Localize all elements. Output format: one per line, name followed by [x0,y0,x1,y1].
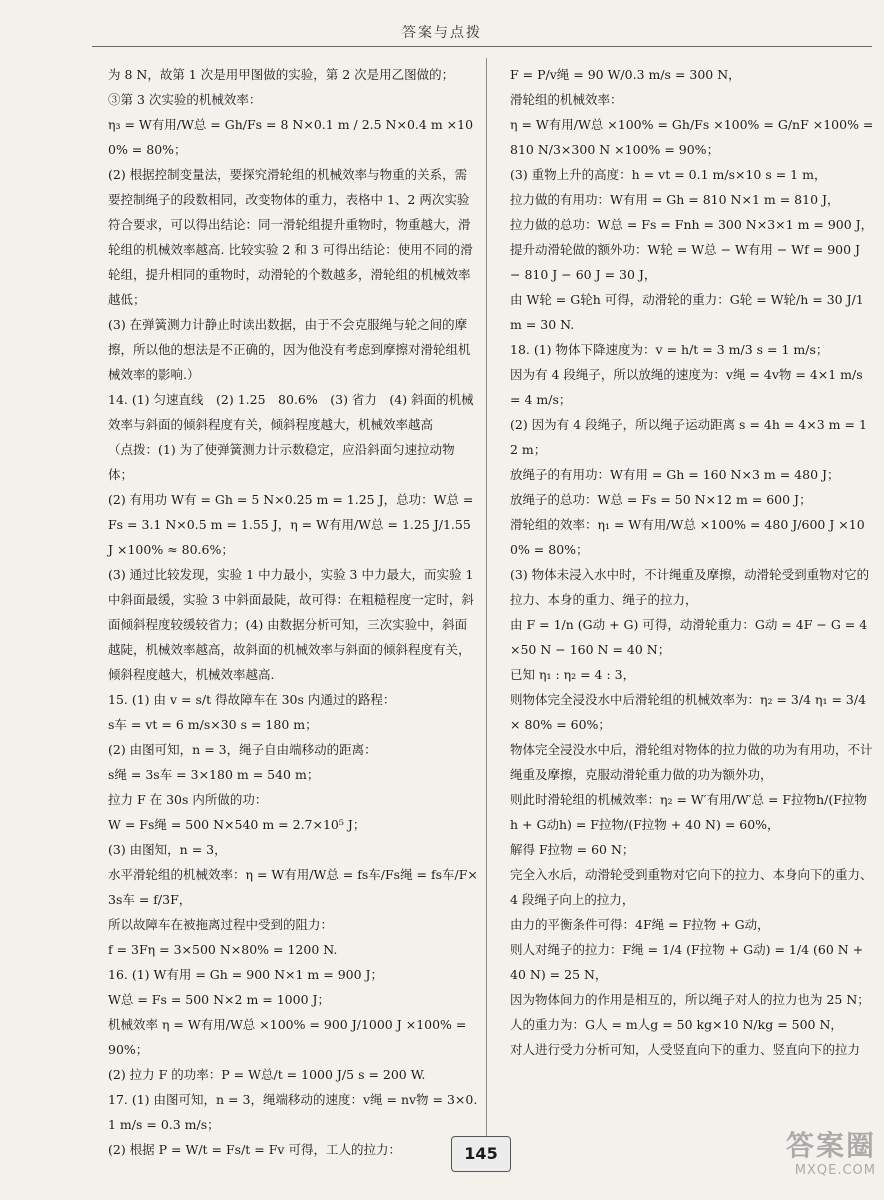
left-column-paragraph: s绳 = 3s车 = 3×180 m = 540 m； [108,767,320,782]
right-column-paragraph: 则人对绳子的拉力：F绳 = 1/4 (F拉物 + G动) = 1/4 (60 N + 40 N) = 25 N， [510,942,864,982]
right-column-paragraph: 拉力做的有用功：W有用 = Gh = 810 N×1 m = 810 J， [510,192,840,207]
watermark-main-text: 答案圈 [785,1129,876,1162]
right-column-paragraph: 拉力做的总功：W总 = Fs = Fnh = 300 N×3×1 m = 900 J， [510,217,874,232]
left-column-paragraph: η₃ = W有用/W总 = Gh/Fs = 8 N×0.1 m / 2.5 N×0.4 m ×100% = 80%； [108,117,474,157]
right-column-paragraph: 18. (1) 物体下降速度为：v = h/t = 3 m/3 s = 1 m/s； [510,342,829,357]
right-column-paragraph: 提升动滑轮做的额外功：W轮 = W总 − W有用 − Wf = 900 J − 810 J − 60 J = 30 J， [510,242,861,282]
left-column-paragraph: 15. (1) 由 v = s/t 得故障车在 30s 内通过的路程： [108,692,396,707]
left-column-paragraph: 机械效率 η = W有用/W总 ×100% = 900 J/1000 J ×100% = 90%； [108,1017,467,1057]
right-column-paragraph: (3) 物体未浸入水中时，不计绳重及摩擦，动滑轮受到重物对它的拉力、本身的重力、绳子的拉力， [510,567,870,607]
left-column-paragraph: 所以故障车在被拖离过程中受到的阻力： [108,917,334,932]
right-column-paragraph: 完全入水后，动滑轮受到重物对它向下的拉力、本身向下的重力、4 段绳子向上的拉力， [510,867,873,907]
right-column-paragraph: 则此时滑轮组的机械效率：η₂ = W′有用/W′总 = F拉物h/(F拉物h + G动h) = F拉物/(F拉物 + 40 N) = 60%， [510,792,867,832]
right-column [510,62,874,1062]
left-column-paragraph: (2) 根据控制变量法，要探究滑轮组的机械效率与物重的关系，需要控制绳子的段数相同，改变物体的重力，表格中 1、2 两次实验符合要求，可以得出结论：同一滑轮组提升重物时，物重越大，滑轮组的机械效率越高. 比较实验 2 和 3 可得出结论：使用不同的滑轮组，提升相同的重物时，动滑轮的个数越多，滑轮组的机械效率越低； [108,167,473,307]
right-column-paragraph: 由 F = 1/n (G动 + G) 可得，动滑轮重力：G动 = 4F − G = 4×50 N − 160 N = 40 N； [510,617,868,657]
left-column-paragraph: 17. (1) 由图可知，n = 3，绳端移动的速度：v绳 = nv物 = 3×0.1 m/s = 0.3 m/s； [108,1092,478,1132]
page-header-title: 答案与点拨 [402,25,482,41]
right-column-paragraph: 人的重力为：G人 = m人g = 50 kg×10 N/kg = 500 N， [510,1017,843,1032]
left-column-paragraph: (2) 根据 P = W/t = Fs/t = Fv 可得，工人的拉力： [108,1142,401,1157]
column-divider [486,58,487,1153]
right-column-paragraph: 则物体完全浸没水中后滑轮组的机械效率为：η₂ = 3/4 η₁ = 3/4 × 80% = 60%； [510,692,867,732]
right-column-paragraph: η = W有用/W总 ×100% = Gh/Fs ×100% = G/nF ×100% = 810 N/3×300 N ×100% = 90%； [510,117,874,157]
right-column-paragraph: 因为物体间力的作用是相互的，所以绳子对人的拉力也为 25 N； [510,992,870,1007]
left-column-paragraph: 水平滑轮组的机械效率：η = W有用/W总 = fs车/Fs绳 = fs车/F×3s车 = f/3F， [108,867,478,907]
right-column-paragraph: 滑轮组的效率：η₁ = W有用/W总 ×100% = 480 J/600 J ×100% = 80%； [510,517,865,557]
left-column-paragraph: (3) 在弹簧测力计静止时读出数据，由于不会克服绳与轮之间的摩擦，所以他的想法是不正确的，因为他没有考虑到摩擦对滑轮组机械效率的影响.） [108,317,471,382]
left-column-paragraph: (2) 拉力 F 的功率：P = W总/t = 1000 J/5 s = 200 W. [108,1067,426,1082]
left-column-paragraph: (2) 有用功 W有 = Gh = 5 N×0.25 m = 1.25 J，总功：W总 = Fs = 3.1 N×0.5 m = 1.55 J，η = W有用/W总 = 1.25 J/1.55 J ×100% ≈ 80.6%； [108,492,474,557]
left-column-paragraph: 拉力 F 在 30s 内所做的功： [108,792,268,807]
right-column-paragraph: 放绳子的总功：W总 = Fs = 50 N×12 m = 600 J； [510,492,812,507]
left-column-paragraph: ③第 3 次实验的机械效率： [108,92,262,107]
left-column-paragraph: (2) 由图可知，n = 3，绳子自由端移动的距离： [108,742,377,757]
watermark-logo [736,1130,876,1190]
right-column-paragraph: 滑轮组的机械效率： [510,92,623,107]
left-column-paragraph: （点拨：(1) 为了使弹簧测力计示数稳定，应沿斜面匀速拉动物体； [108,442,455,482]
right-column-paragraph: F = P/v绳 = 90 W/0.3 m/s = 300 N， [510,67,741,82]
right-column-paragraph: 对人进行受力分析可知，人受竖直向下的重力、竖直向下的拉力 [510,1042,861,1057]
right-column-paragraph: 已知 η₁ : η₂ = 4 : 3， [510,667,636,682]
right-column-paragraph: 解得 F拉物 = 60 N； [510,842,635,857]
left-column-paragraph: s车 = vt = 6 m/s×30 s = 180 m； [108,717,318,732]
left-column-paragraph: (3) 通过比较发现，实验 1 中力最小，实验 3 中力最大，而实验 1 中斜面最缓，实验 3 中斜面最陡，故可得：在粗糙程度一定时，斜面倾斜程度较缓较省力；(4) 由数据分析可知，三次实验中，斜面越陡，机械效率越高，故斜面的机械效率与斜面的倾斜程度有关，倾斜程度越大，机械效率越高. [108,567,474,682]
header-rule [92,46,872,47]
left-column-paragraph: 14. (1) 匀速直线 (2) 1.25 80.6% (3) 省力 (4) 斜面的机械效率与斜面的倾斜程度有关，倾斜程度越大，机械效率越高 [108,392,474,432]
right-column-paragraph: 由力的平衡条件可得：4F绳 = F拉物 + G动， [510,917,770,932]
right-column-paragraph: 由 W轮 = G轮h 可得，动滑轮的重力：G轮 = W轮/h = 30 J/1 m = 30 N. [510,292,864,332]
right-column-paragraph: 放绳子的有用功：W有用 = Gh = 160 N×3 m = 480 J； [510,467,840,482]
left-column-paragraph: f = 3Fη = 3×500 N×80% = 1200 N. [108,942,338,957]
watermark-sub-text: MXQE.COM [794,1163,876,1178]
left-column-paragraph: 为 8 N，故第 1 次是用甲图做的实验，第 2 次是用乙图做的； [108,67,455,82]
right-column-paragraph: (3) 重物上升的高度：h = vt = 0.1 m/s×10 s = 1 m， [510,167,827,182]
page-number: 145 [451,1136,511,1172]
left-column-paragraph: W = Fs绳 = 500 N×540 m = 2.7×10⁵ J； [108,817,366,832]
left-column-paragraph: 16. (1) W有用 = Gh = 900 N×1 m = 900 J； [108,967,384,982]
left-column-paragraph: (3) 由图知，n = 3， [108,842,227,857]
left-column-paragraph: W总 = Fs = 500 N×2 m = 1000 J； [108,992,331,1007]
right-column-paragraph: 因为有 4 段绳子，所以放绳的速度为：v绳 = 4v物 = 4×1 m/s = 4 m/s； [510,367,863,407]
left-column [108,62,478,1162]
right-column-paragraph: 物体完全浸没水中后，滑轮组对物体的拉力做的功为有用功，不计绳重及摩擦，克服动滑轮重力做的功为额外功， [510,742,873,782]
right-column-paragraph: (2) 因为有 4 段绳子，所以绳子运动距离 s = 4h = 4×3 m = 12 m； [510,417,867,457]
